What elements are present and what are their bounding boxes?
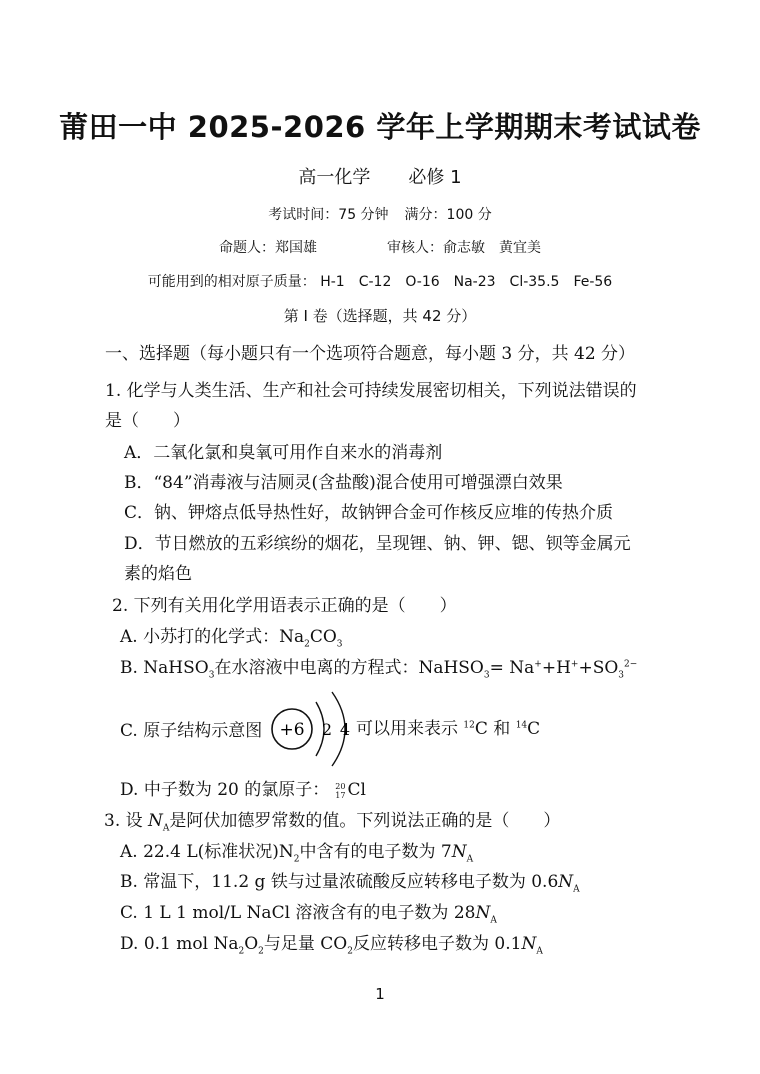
q2-a-formula: $Na_2CO_3$	[279, 627, 343, 650]
section-heading: 一、选择题（每小题只有一个选项符合题意，每小题 3 分，共 42 分）	[105, 344, 636, 364]
q3-option-d: D. 0.1 mol $Na_2O_2$与足量 $CO_2$反应转移电子数为 $0.1N_A$	[120, 934, 543, 957]
reviewer: 审核人：俞志敏 黄宜美	[387, 240, 541, 256]
chlorine-nuclide-numbers: 20 17	[335, 781, 346, 800]
time-score-line	[0, 204, 760, 224]
q3-option-c: C. 1 L 1 mol/L NaCl 溶液含有的电子数为 $28N_A$	[120, 903, 497, 926]
question-setter: 命题人：郑国雄	[219, 240, 317, 256]
shell-2-electrons: 4	[339, 720, 351, 739]
volume-heading: 第 I 卷（选择题，共 42 分）	[283, 307, 477, 325]
q3-option-b: B. 常温下，11.2 g 铁与过量浓硫酸反应转移电子数为 $0.6N_A$	[120, 872, 580, 895]
course: 必修 1	[408, 167, 462, 188]
q1-option-c: C．钠、钾熔点低导热性好，故钠钾合金可作核反应堆的传热介质	[124, 503, 614, 523]
subject-line	[0, 163, 760, 189]
full-score: 满分：100 分	[404, 207, 492, 223]
atomic-masses: 可能用到的相对原子质量： H-1 C-12 O-16 Na-23 Cl-35.5 Fe-56	[147, 274, 613, 290]
q1-option-d-line1: D．节日燃放的五彩缤纷的烟花，呈现锂、钠、钾、锶、钡等金属元	[124, 534, 631, 554]
q2-option-c-rest: 可以用来表示 $^{12}$C 和 $^{14}$C	[356, 719, 541, 739]
q2-option-b: B. NaHSO$_3$在水溶液中电离的方程式：NaHSO$_3$= $Na^++H^++SO_3^{2-}$	[120, 658, 638, 681]
atomic-structure-diagram	[266, 688, 366, 772]
q3-stem: 3. 设 $N_A$是阿伏加德罗常数的值。下列说法正确的是（ ）	[104, 811, 561, 834]
c12-mass: 12	[463, 720, 475, 731]
page-number: 1	[375, 985, 385, 1003]
shell-1-electrons: 2	[321, 720, 333, 739]
q3-option-a: A. 22.4 L(标准状况)$N_2$中含有的电子数为 $7N_A$	[120, 842, 474, 865]
q2-a-text: A. 小苏打的化学式：	[120, 627, 280, 647]
q2-option-d: D. 中子数为 20 的氯原子： 20 17 Cl	[120, 780, 366, 800]
q2-option-a	[120, 622, 343, 650]
subject: 高一化学	[298, 167, 371, 188]
q2-option-c-text: C. 原子结构示意图	[120, 721, 263, 741]
exam-time: 考试时间：75 分钟	[268, 207, 389, 223]
q1-stem-line1: 1. 化学与人类生活、生产和社会可持续发展密切相关，下列说法错误的	[105, 381, 637, 401]
author-line	[0, 237, 760, 257]
q1-option-d-line2: 素的焰色	[124, 564, 192, 584]
q1-option-b: B．“84”消毒液与洁厕灵(含盐酸)混合使用可增强漂白效果	[124, 473, 563, 493]
exam-title: 莆田一中 2025-2026 学年上学期期末考试试卷	[59, 110, 701, 144]
q2-stem: 2. 下列有关用化学用语表示正确的是（ ）	[112, 596, 457, 616]
c14-mass: 14	[515, 720, 528, 731]
nucleus-charge: +6	[279, 720, 305, 740]
q1-stem-line2: 是（ ）	[105, 411, 190, 431]
q1-option-a: A．二氧化氯和臭氧可用作自来水的消毒剂	[124, 443, 443, 463]
